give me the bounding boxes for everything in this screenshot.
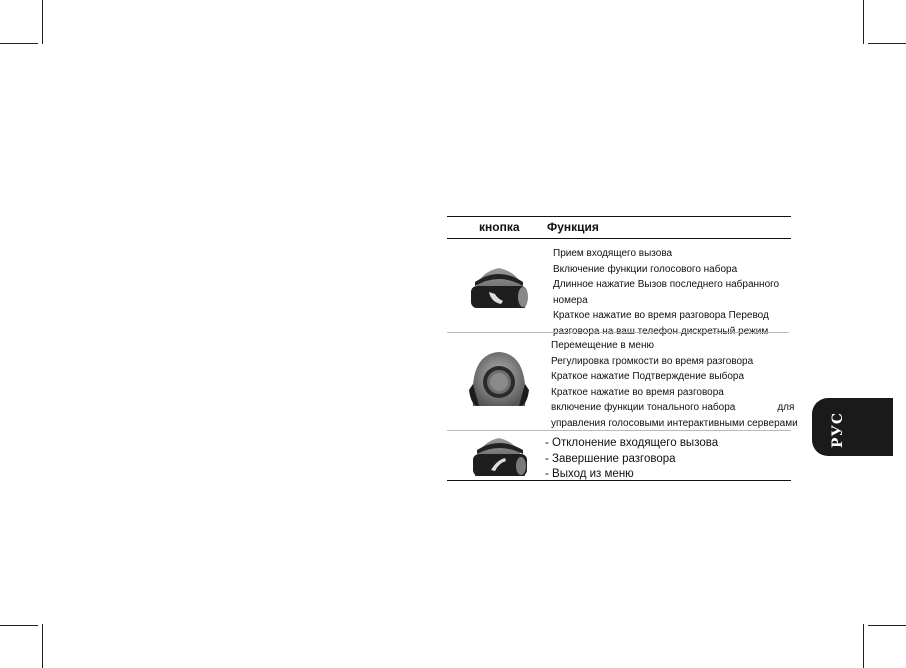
table-row	[447, 432, 791, 480]
crop-mark	[42, 0, 43, 44]
crop-mark	[868, 625, 906, 626]
language-tab-label: РУС	[830, 411, 846, 448]
table-row	[447, 334, 798, 430]
crop-mark	[863, 624, 864, 668]
table-header-rule	[447, 238, 791, 239]
row-function-text: Прием входящего вызова Включение функции голосового набора Длинное нажатие Вызов последнего набранного номера Краткое нажатие во время разговора Перевод	[553, 248, 780, 322]
table-top-rule	[447, 216, 791, 217]
header-button: кнопка	[479, 220, 520, 234]
language-tab	[812, 398, 893, 456]
crop-mark	[0, 43, 38, 44]
end-call-button-icon	[471, 436, 529, 478]
row-function-text: Перемещение в меню Регулировка громкости во время разговора Краткое нажатие Подтверждение выбора Краткое нажатие во время разговора включение функции тонального набора для управления голосовыми интерактивными серверами	[551, 340, 798, 429]
jog-wheel-icon	[469, 350, 529, 408]
row-divider	[447, 430, 791, 431]
row-function-text: - Отклонение входящего вызова - Завершение разговора - Выход из меню	[545, 437, 719, 480]
header-function: Функция	[547, 220, 599, 234]
crop-mark	[42, 624, 43, 668]
call-button-icon	[469, 264, 529, 312]
table-bottom-rule	[447, 480, 791, 481]
row-divider	[447, 332, 789, 333]
crop-mark	[868, 43, 906, 44]
crop-mark	[863, 0, 864, 44]
crop-mark	[0, 625, 38, 626]
table-row	[447, 240, 791, 332]
